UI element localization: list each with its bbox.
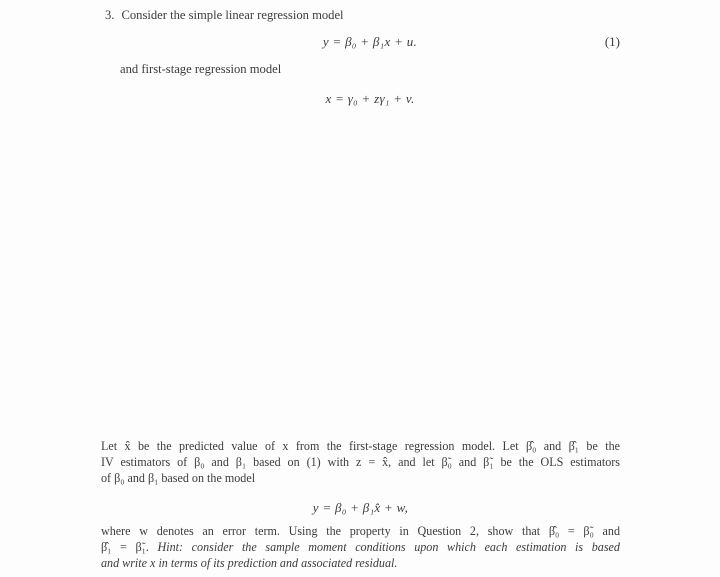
paragraph-task-hint-part-1: Hint: consider the sample moment conditions upon which each estimation is based [157, 540, 620, 554]
paragraph-task-hint-part-2: and write x in terms of its prediction and associated residual. [101, 556, 398, 570]
paragraph-definitions-line-1: Let x̂ be the predicted value of x from the first-stage regression model. Let β̂₀ and β̂₁ be the [101, 439, 620, 453]
paragraph-task-line-2-lead: β̂₁ = β̃₁. [101, 540, 149, 554]
paragraph-task-line-2 [101, 539, 620, 555]
equation-1-body: y = β₀ + β₁x + u. [322, 34, 418, 49]
paragraph-definitions-line-2: IV estimators of β₀ and β₁ based on (1) with z = x̂, and let β̃₀ and β̃₁ be the OLS estimators [101, 455, 620, 469]
problem-number: 3. [105, 8, 115, 22]
equation-ols-model-body: y = β₀ + β₁x̂ + w, [312, 500, 409, 515]
paragraph-task [101, 523, 620, 571]
paragraph-task-line-1: where w denotes an error term. Using the property in Question 2, show that β̂₀ = β̃₀ and [101, 524, 620, 538]
paragraph-definitions-line-3: of β₀ and β₁ based on the model [101, 471, 256, 485]
equation-1 [120, 33, 620, 50]
equation-first-stage [120, 90, 620, 107]
problem-intro-text: Consider the simple linear regression model [121, 8, 344, 22]
problem-heading [105, 7, 344, 23]
equation-first-stage-body: x = γ₀ + zγ₁ + v. [325, 91, 415, 106]
paragraph-definitions [101, 438, 620, 486]
equation-1-tag: (1) [604, 34, 620, 49]
first-stage-intro: and first-stage regression model [120, 62, 282, 76]
equation-ols-model [101, 499, 620, 516]
